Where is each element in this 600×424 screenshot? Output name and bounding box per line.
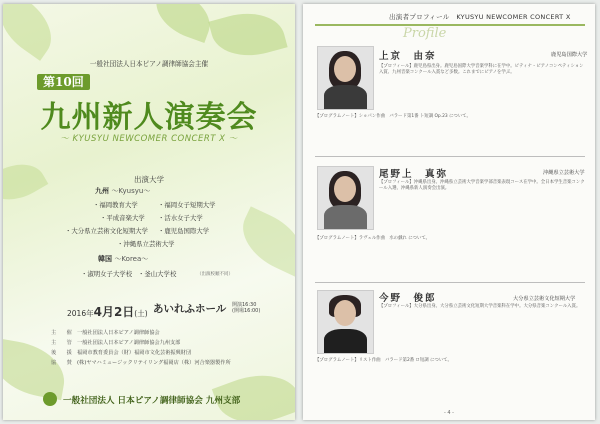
page-header <box>303 8 595 26</box>
section-divider <box>315 282 585 283</box>
start-time: 開演16:30 <box>232 302 257 308</box>
region-name: 韓国 <box>98 255 112 263</box>
credit-key: 協 賛 <box>51 360 72 366</box>
doors-time: (開場16:00) <box>232 308 261 314</box>
credit-row <box>51 359 231 366</box>
credit-row <box>51 339 180 346</box>
region-sub: ～Korea～ <box>114 255 149 263</box>
performer-name: 上京 由奈 <box>379 51 437 62</box>
performer-name: 尾野上 真弥 <box>379 169 449 180</box>
page-number: - 4 - <box>444 410 454 416</box>
edition-badge: 第10回 <box>37 74 90 90</box>
profile-page <box>303 4 595 420</box>
leaf-decoration <box>232 206 295 276</box>
concert-title: 九州新人演奏会 <box>40 100 258 135</box>
credit-key: 後 援 <box>51 350 72 356</box>
university-item: ・ 福岡女子短期大学 <box>158 200 216 209</box>
credit-key: 主 管 <box>51 340 72 346</box>
performer-bio: 【プロフィール】大分県出身。大分県立芸術文化短期大学音楽科在学中。大分県音楽コンクール入賞。 <box>379 304 581 309</box>
university-item: ・ 活水女子大学 <box>158 213 203 222</box>
performer-school: 沖縄県立芸術大学 <box>543 170 585 176</box>
organizer-line: 一般社団法人日本ピアノ調律師協会主催 <box>89 60 209 68</box>
university-item: ・ 沖縄県立芸術大学 <box>117 239 175 248</box>
university-item: ・ 福岡教育大学 <box>93 200 138 209</box>
credit-value: (株)ヤマハミュージックリテイリング福岡店（株）河合楽器製作所 <box>77 360 231 366</box>
program-cover <box>3 4 295 420</box>
credit-row <box>51 329 160 336</box>
leaf-decoration <box>212 362 295 420</box>
date-day: 4月2日 <box>93 305 135 319</box>
start-times <box>232 302 260 314</box>
section-divider <box>315 156 585 157</box>
program-note: 【プログラムノート】ラヴェル作曲 水の戯れ について。 <box>315 236 431 241</box>
performer-bio: 【プロフィール】鹿児島県出身。鹿児島国際大学音楽学科に在学中。ピティナ・ピアノコンペティション入賞、九州音楽コンクール入賞など多数。これまでにピアノを学ぶ。 <box>379 64 584 75</box>
association-logo <box>43 392 57 406</box>
date-year: 2016年 <box>67 309 94 318</box>
credit-value: 福岡市教育委員会（財）福岡市文化芸術振興財団 <box>77 350 192 356</box>
credit-key: 主 催 <box>51 330 72 336</box>
performer-photo <box>317 46 374 110</box>
credit-row <box>51 349 191 356</box>
region-kyushu <box>95 186 150 196</box>
venue: あいれふホール <box>153 303 227 315</box>
university-item: ・ 釜山大学校 <box>138 269 176 278</box>
program-note: 【プログラムノート】リスト作曲 バラード第2番 ロ短調 について。 <box>315 358 452 363</box>
event-date <box>67 303 148 320</box>
university-item: ・ 淑明女子大学校 <box>81 269 132 278</box>
leaf-decoration <box>3 4 64 61</box>
performer-name: 今野 俊郎 <box>379 293 437 304</box>
performer-bio: 【プロフィール】沖縄県出身。沖縄県立芸術大学音楽学部音楽表現コース在学中。全日本学生音楽コンクール入選、沖縄県新人演奏会出演。 <box>379 180 585 191</box>
performer-school: 鹿児島国際大学 <box>551 52 588 58</box>
credit-value: 一般社団法人日本ピアノ調律師協会九州支部 <box>77 340 181 346</box>
region-korea <box>98 254 148 264</box>
header-rule <box>315 24 585 26</box>
leaf-decoration <box>208 4 287 65</box>
university-item: ・ 大分県立芸術文化短期大学 <box>65 226 148 235</box>
performer-school: 大分県立芸術文化短期大学 <box>513 296 576 302</box>
concert-subtitle: ～ KYUSYU NEWCOMER CONCERT Ⅹ ～ <box>60 134 238 144</box>
region-sub: ～Kyusyu～ <box>111 187 151 195</box>
credit-value: 一般社団法人日本ピアノ調律師協会 <box>77 330 160 336</box>
profile-watermark: Profile <box>403 26 447 41</box>
date-weekday: (土) <box>134 309 148 318</box>
performer-photo <box>317 166 374 230</box>
footer-association: 一般社団法人 日本ピアノ調律師協会 九州支部 <box>63 396 241 406</box>
region-name: 九州 <box>95 187 109 195</box>
university-item: ・ 平成音楽大学 <box>100 213 145 222</box>
performer-photo <box>317 290 374 354</box>
leaf-decoration <box>3 338 70 400</box>
university-item: ・ 鹿児島国際大学 <box>158 226 209 235</box>
header-text: 出演者プロフィール KYUSYU NEWCOMER CONCERT Ⅹ <box>389 13 571 21</box>
leaf-decoration <box>148 4 218 43</box>
order-note: （出演校順不同） <box>197 272 233 277</box>
program-note: 【プログラムノート】ショパン作曲 バラード第1番 ト短調 Op.23 について。 <box>315 114 471 119</box>
performers-heading: 出演大学 <box>134 175 164 184</box>
